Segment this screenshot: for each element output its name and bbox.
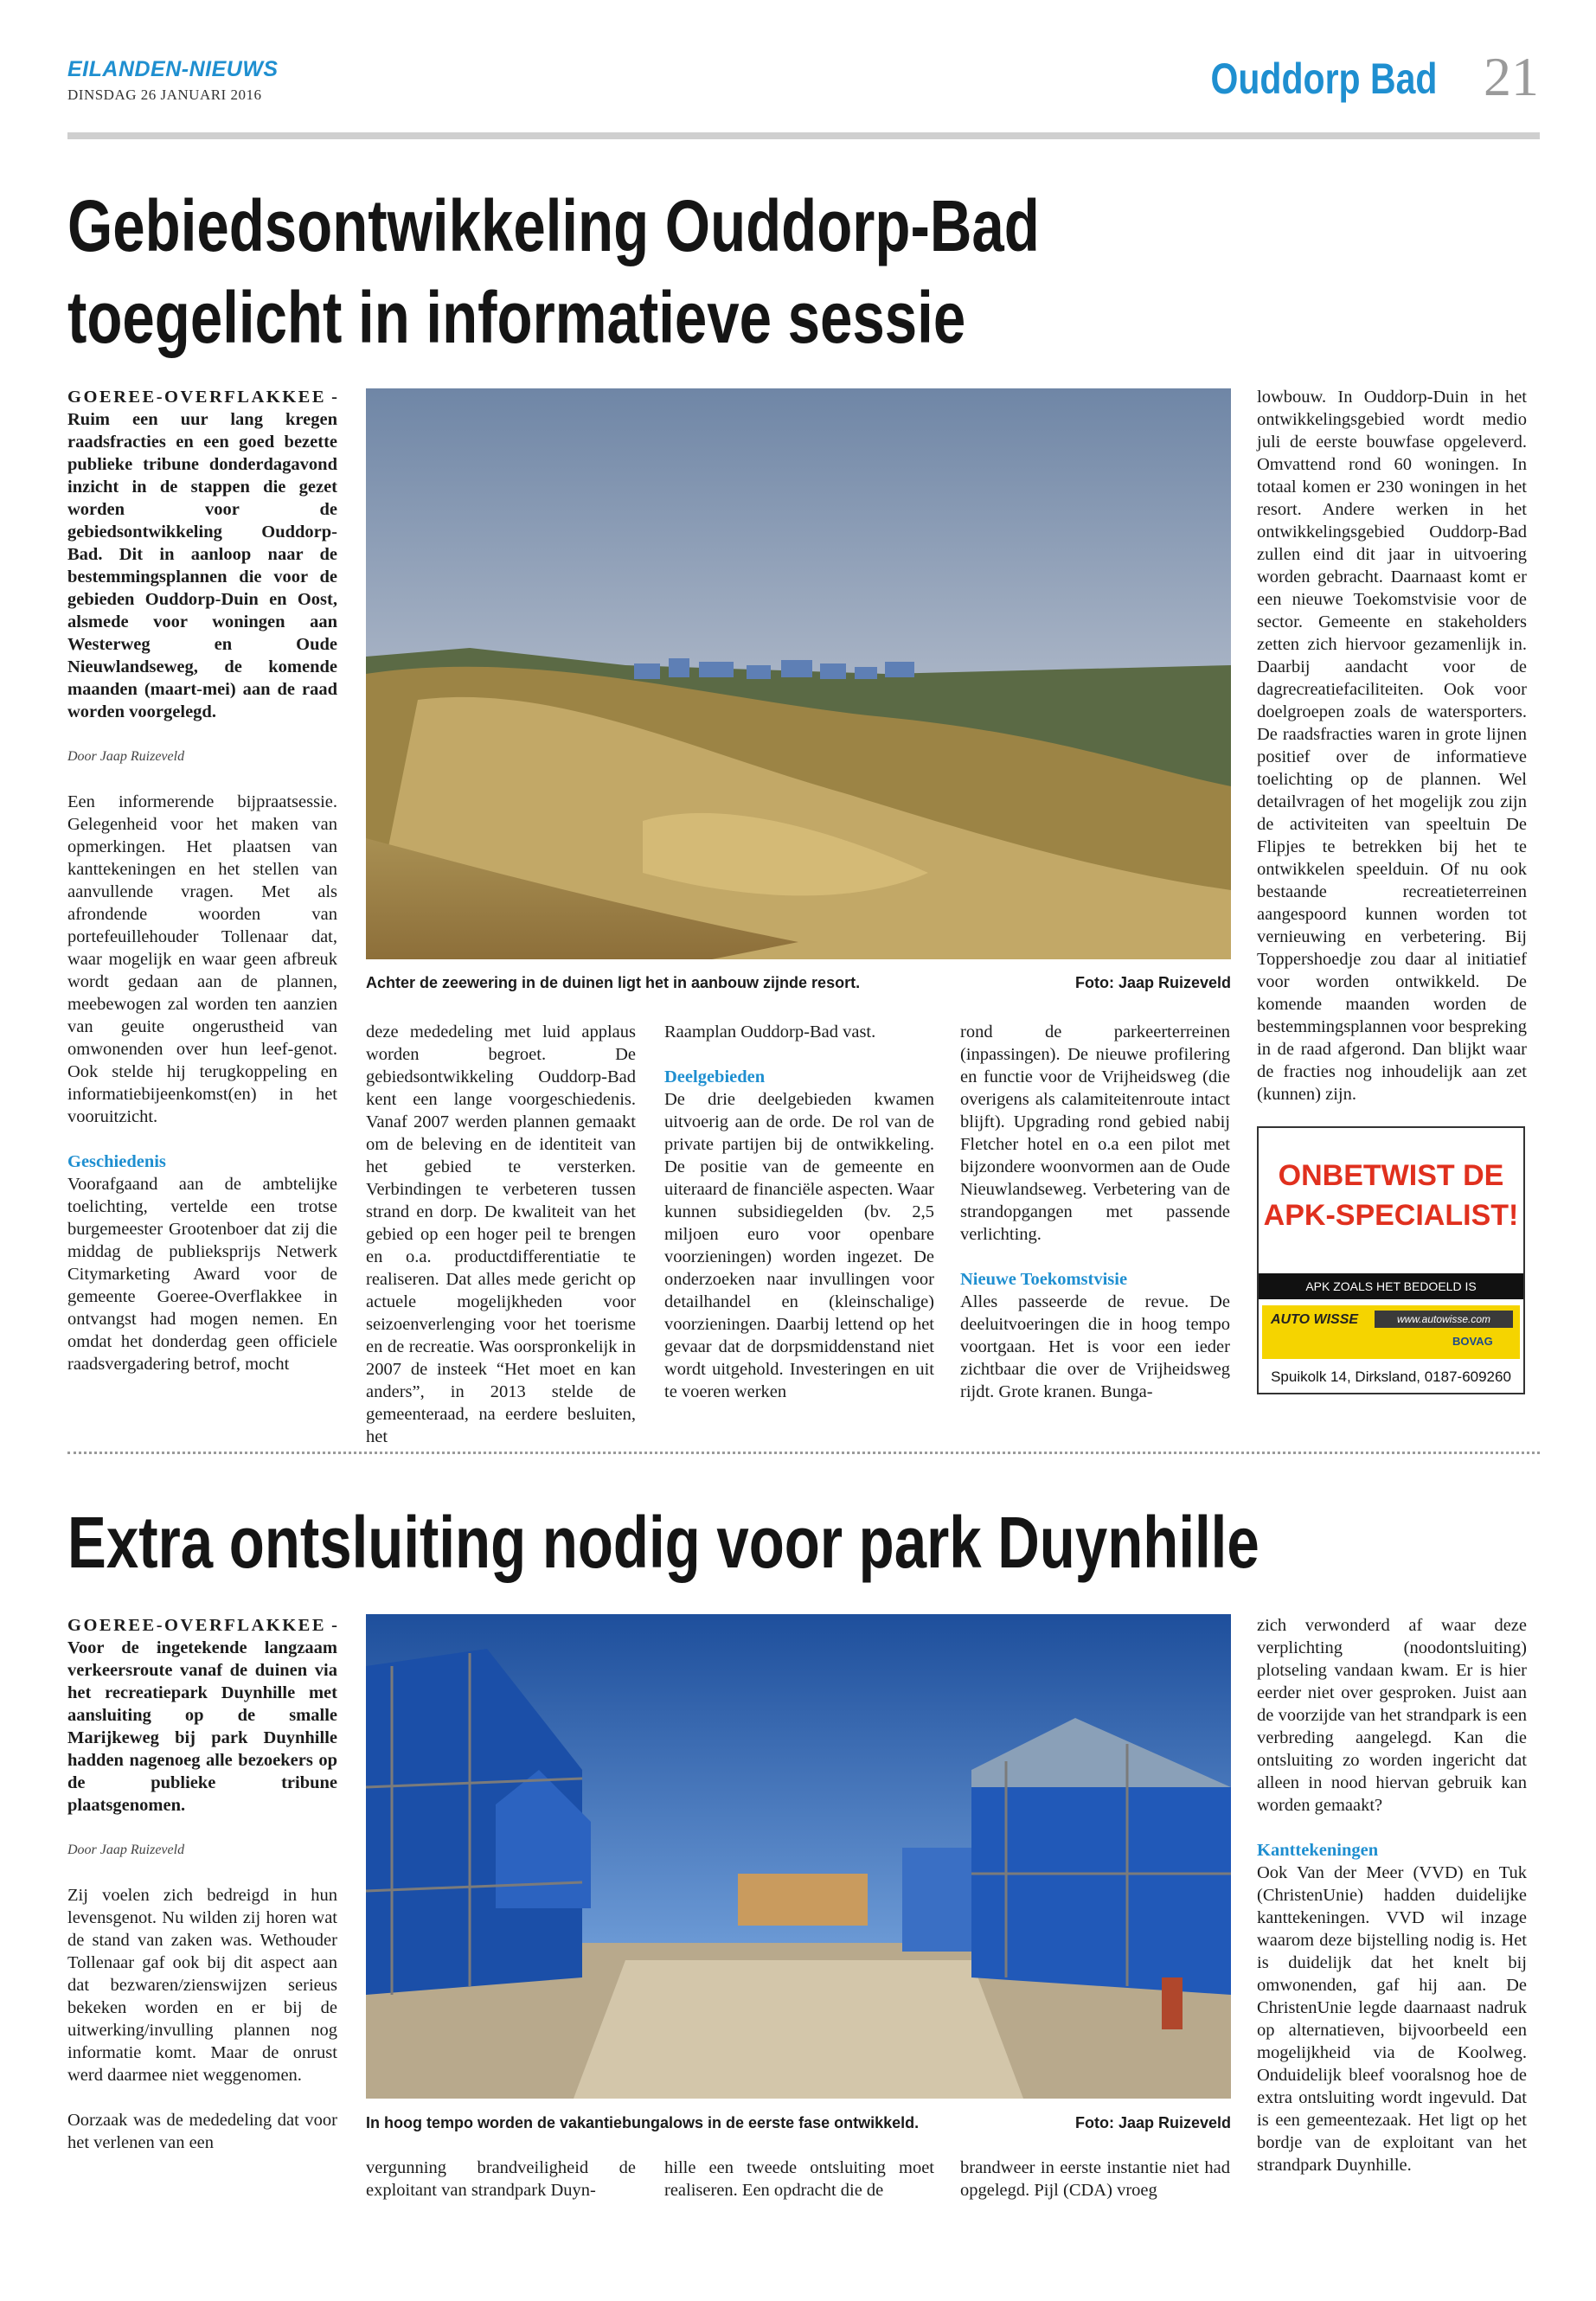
ad-headline: ONBETWIST DE APK-SPECIALIST! bbox=[1263, 1159, 1519, 1232]
subhead-geschiedenis: Geschiedenis bbox=[67, 1152, 166, 1171]
article1-photo bbox=[366, 388, 1231, 959]
article1-column-4 bbox=[960, 1021, 1230, 1403]
article1-column-1 bbox=[67, 386, 337, 1375]
article2-lead: GOEREE-OVERFLAKKEE - Voor de ingetekende langzaam verkeersroute vanaf de duinen via het recreatiepark Duynhille met aansluiting op de smalle Marijkeweg bij park Duynhille hadden nagenoeg alle bezoekers op de publieke tribune plaatsgenomen. bbox=[67, 1616, 337, 1815]
article1-paragraph: deze mededeling met luid applaus worden begroet. De gebiedsontwikkeling Ouddorp-Bad kent een lange voorgeschiedenis. Vanaf 2007 werden plannen gemaakt om de beleving en de identiteit van het gebied te versterken. Verbindingen te verbeteren tussen strand en dorp. De kwaliteit van het gebied op een hoger peil te brengen en o.a. productdifferentiatie te realiseren. Dat alles mede gericht op actuele mogelijkheden voor seizoenverlenging voor het toerisme en de recreatie. Was oorspronkelijk in 2007 de insteek “Het moet en kan anders”, in 2013 stelde de gemeenteraad, na eerdere besluiten, het bbox=[366, 1022, 636, 1446]
ad-website: www.autowisse.com bbox=[1375, 1311, 1513, 1328]
article2-column-2 bbox=[366, 2157, 636, 2202]
article1-lead: GOEREE-OVERFLAKKEE - Ruim een uur lang kregen raadsfracties en een goed bezette publieke tribune donderdagavond inzicht in de stappen die gezet worden voor de gebiedsontwikkeling Ouddorp-Bad. Dit in aanloop naar de bestemmingsplannen die voor de gebieden Ouddorp-Duin en Oost, alsmede voor woningen aan Westerweg en Oude Nieuwlandseweg, de komende maanden (maart-mei) aan de raad worden voorgelegd. bbox=[67, 388, 337, 721]
dunes-photo-graphic bbox=[366, 388, 1231, 959]
page-number: 21 bbox=[1484, 46, 1539, 107]
ad-address: Spuikolk 14, Dirksland, 0187-609260 bbox=[1271, 1368, 1511, 1385]
bovag-badge-icon: BOVAG bbox=[1452, 1335, 1493, 1348]
ad-logo-strip bbox=[1262, 1305, 1520, 1359]
article1-paragraph: Deelgebieden De drie deelgebieden kwamen uitvoerig aan de orde. De rol van de private partijen bij de ontwikkeling. De positie van de gemeente en uiteraard de financiële aspecten. Waar kunnen subsidiegelden (bv. 2,5 miljoen euro voor openbare voorzieningen) worden ingezet. De onderzoeken naar invullingen voor detailhandel en (kleinschalige) voorzieningen. Daarbij lettend op het gevaar dat de dorpsmiddenstand niet wordt uitgehold. Investeringen en uit te voeren werken bbox=[664, 1067, 934, 1401]
article1-paragraph: lowbouw. In Ouddorp-Duin in het ontwikkelingsgebied wordt medio juli de eerste bouwfase opgeleverd. Omvattend rond 60 woningen. In totaal komen er 230 woningen in het resort. Andere werken in het ontwikkelingsgebied Ouddorp-Bad zullen eind dit jaar in uitvoering worden gebracht. Daarnaast komt er een nieuwe Toekomstvisie voor de sector. Gemeente en stakeholders zetten zich hiervoor gezamenlijk in. Daarbij aandacht voor de dagrecreatiefaciliteiten. Ook voor doelgroepen zoals de watersporters. De raadsfracties waren in grote lijnen positief over de informatieve toelichting op de plannen. Wel detailvragen of het mogelijk zou zijn de activiteiten van speeltuin De Flipjes te betrekken bij het te ontwikkelen speelduin. Of nu ook bestaande recreatieterreinen aangespoord kunnen worden tot vernieuwing en verbetering. Bij Toppershoedje zou daar al initiatief voor worden ontwikkeld. De komende maanden worden de bestemmingsplannen voor bespreking in de raad afgerond. Dan blijkt waar de fracties nog inhoudelijk aan zet (kunnen) zijn. bbox=[1257, 388, 1527, 1104]
article2-photo-caption: In hoog tempo worden de vakantiebungalows in de eerste fase ontwikkeld. bbox=[366, 2114, 920, 2131]
article2-paragraph: Zij voelen zich bedreigd in hun levensgenot. Nu wilden zij horen wat de stand van zaken was. Wethouder Tollenaar gaf ook bij dit aspect aan dat bezwaren/zienswijzen serieus bekeken worden en er bij de uitwerking/invulling plannen nog informatie komt. Maar de onrust werd daarmee niet weggenomen. bbox=[67, 1886, 337, 2085]
article2-column-5 bbox=[1257, 1614, 1527, 2176]
article2-paragraph: zich verwonderd af waar deze verplichting (noodontsluiting) plotseling vandaan kwam. Er is hier eerder niet over gesproken. Juist aan de voorzijde van het strandpark is een verbreding aangelegd. Kan die ontsluiting zo worden ingericht dat alleen in nood hiervan gebruik kan worden gemaakt? bbox=[1257, 1616, 1527, 1815]
subhead-kanttekeningen: Kanttekeningen bbox=[1257, 1841, 1379, 1860]
header-rule bbox=[67, 132, 1540, 139]
masthead-logo: EILANDEN-NIEUWS bbox=[67, 57, 279, 81]
article1-column-3 bbox=[664, 1021, 934, 1403]
article2-paragraph: brandweer in eerste instantie niet had opgelegd. Pijl (CDA) vroeg bbox=[960, 2158, 1230, 2200]
article2-column-4 bbox=[960, 2157, 1230, 2202]
article1-photo-credit: Foto: Jaap Ruizeveld bbox=[1074, 974, 1231, 991]
article2-column-1 bbox=[67, 1614, 337, 2154]
section-title: Ouddorp Bad bbox=[1210, 54, 1437, 103]
article2-paragraph: hille een tweede ontsluiting moet realiseren. Een opdracht die de bbox=[664, 2158, 934, 2200]
article1-paragraph: Geschiedenis Voorafgaand aan de ambtelijke toelichting, vertelde een trotse burgemeester Grootenboer dat zij die middag de publieksprijs Netwerk Citymarketing Award voor de gemeente Goeree-Overflakkee in ontvangst had mogen nemen. En omdat het donderdag geen officiele raadsvergadering betrof, mocht bbox=[67, 1152, 337, 1374]
article1-column-2 bbox=[366, 1021, 636, 1448]
construction-photo-graphic bbox=[366, 1614, 1231, 2099]
article1-paragraph: Raamplan Ouddorp-Bad vast. bbox=[664, 1022, 876, 1042]
article1-paragraph: rond de parkeerterreinen (inpassingen). De nieuwe profilering en functie voor de Vrijheidsweg (die overigens als calamiteitenroute intact blijft). Upgrading rond gebied nabij Fletcher hotel en o.a een pilot met bijzondere woonvormen aan de Oude Nieuwlandseweg. Verbetering van de strandopgangen met passende verlichting. bbox=[960, 1022, 1230, 1244]
article2-paragraph: vergunning brandveiligheid de exploitant van strandpark Duyn- bbox=[366, 2158, 636, 2200]
article2-photo bbox=[366, 1614, 1231, 2099]
article2-byline: Door Jaap Ruizeveld bbox=[67, 1843, 185, 1857]
issue-date: DINSDAG 26 JANUARI 2016 bbox=[67, 87, 262, 103]
article2-column-3 bbox=[664, 2157, 934, 2202]
article2-headline: Extra ontsluiting nodig voor park Duynhille bbox=[67, 1502, 1259, 1583]
article1-column-5 bbox=[1257, 386, 1527, 1106]
article2-paragraph: Oorzaak was de mededeling dat voor het verlenen van een bbox=[67, 2111, 337, 2152]
article1-byline: Door Jaap Ruizeveld bbox=[67, 749, 185, 764]
article2-caption-row bbox=[366, 2114, 1231, 2132]
article2-photo-credit: Foto: Jaap Ruizeveld bbox=[1074, 2114, 1231, 2131]
article2-paragraph: Kanttekeningen Ook Van der Meer (VVD) en Tuk (ChristenUnie) hadden duidelijke kanttekeningen. VVD wil inzage waarom deze bijstelling nodig is. Het is duidelijk dat het knelt bij omwonenden, gaf hij aan. De ChristenUnie legde daarnaast nadruk op alternatieven, bijvoorbeeld een mogelijkheid via de Koolweg. Onduidelijk bleef vooralsnog hoe de extra ontsluiting wordt ingevuld. Dat is een gemeentezaak. Het ligt op het bordje van de exploitant van het strandpark Duynhille. bbox=[1257, 1841, 1527, 2175]
article1-paragraph: Nieuwe Toekomstvisie Alles passeerde de revue. De deeluitvoeringen die in hoog tempo voortgaan. Het is voor een ieder zichtbaar die over de Vrijheidsweg rijdt. Grote kranen. Bunga- bbox=[960, 1270, 1230, 1401]
article1-headline: Gebiedsontwikkeling Ouddorp-Bad toegelicht in informatieve sessie bbox=[67, 185, 1040, 358]
article1-caption-row bbox=[366, 974, 1231, 992]
article1-paragraph: Een informerende bijpraatsessie. Gelegenheid voor het maken van opmerkingen. Het plaatsen van kanttekeningen en het stellen van aanvullende vragen. Met als afrondende woorden van portefeuillehouder Tollenaar dat, waar mogelijk en waar geen afbreuk wordt gedaan aan de plannen, meebewogen zal worden ten aanzien van geuite ongerustheid van omwonenden over hun leef-genot. Ook stelde hij terugkoppeling en informatiebijeenkomst(en) in het vooruitzicht. bbox=[67, 792, 337, 1126]
article-divider bbox=[67, 1452, 1540, 1454]
apk-advertisement[interactable] bbox=[1257, 1126, 1525, 1394]
subhead-deelgebieden: Deelgebieden bbox=[664, 1067, 766, 1086]
article1-photo-caption: Achter de zeewering in de duinen ligt het in aanbouw zijnde resort. bbox=[366, 974, 861, 991]
ad-tagline: APK ZOALS HET BEDOELD IS bbox=[1259, 1273, 1523, 1299]
ad-brand-logo: AUTO WISSE bbox=[1271, 1312, 1359, 1327]
subhead-nieuwe-toekomstvisie: Nieuwe Toekomstvisie bbox=[960, 1270, 1128, 1289]
